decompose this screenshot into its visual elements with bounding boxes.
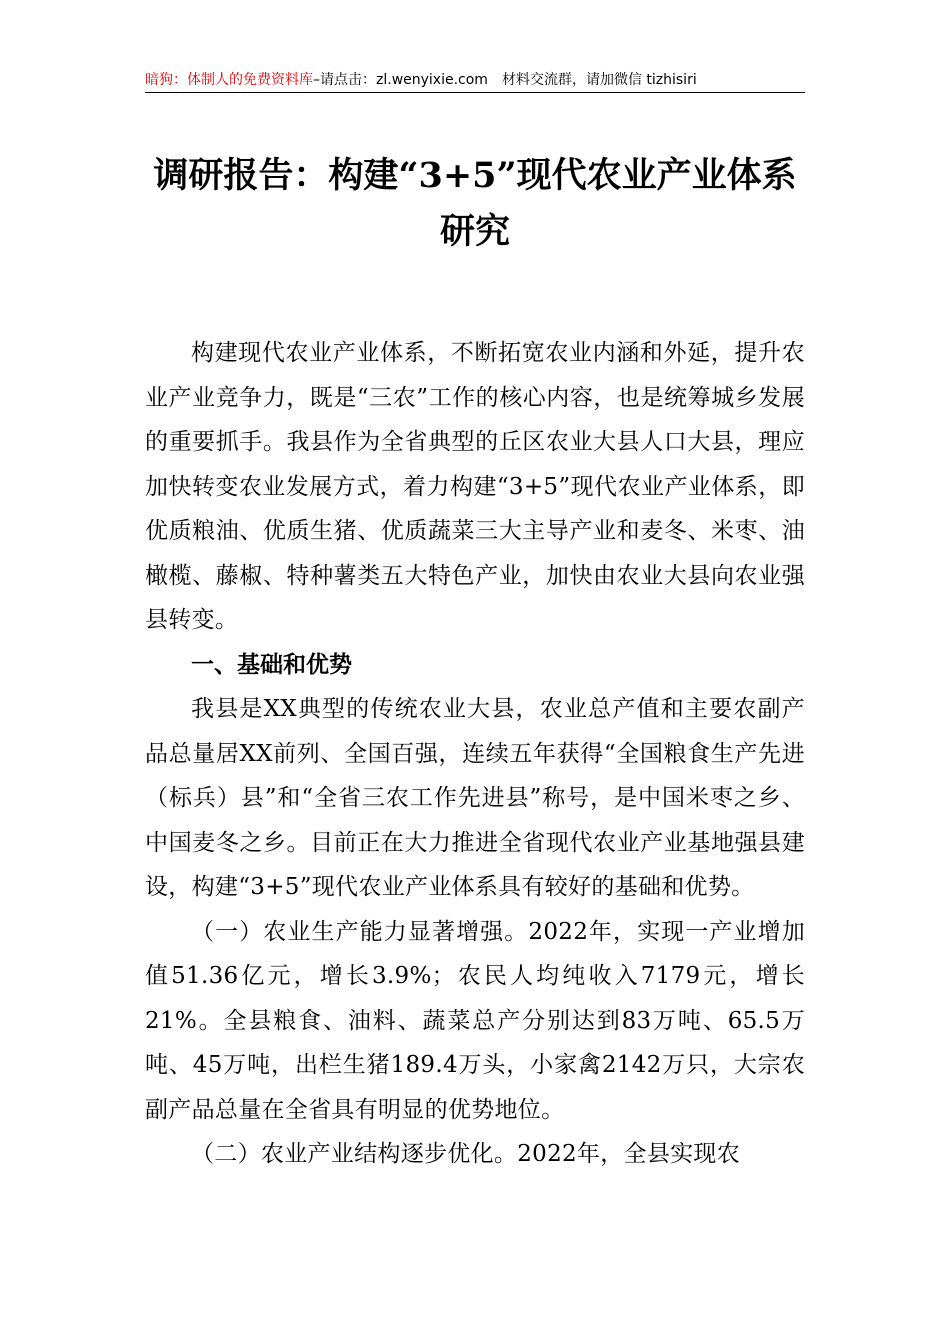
document-title-line2: 研究 bbox=[439, 211, 510, 252]
subsection2-paragraph bbox=[145, 1132, 805, 1177]
section1-heading: 一、基础和优势 bbox=[191, 651, 352, 678]
header-url-link[interactable]: zl.wenyixie.com bbox=[376, 72, 488, 88]
subsection1-label: （一）农业生产能力显著增强。 bbox=[191, 918, 529, 945]
header-source: 暗狗：体制人的免费资料库 bbox=[145, 72, 313, 88]
page-header bbox=[145, 70, 805, 93]
document-body bbox=[145, 331, 805, 1177]
subsection1-paragraph bbox=[145, 910, 805, 1133]
header-click-prefix: –请点击： bbox=[313, 72, 376, 88]
subsection1-text: 2022年，实现一产业增加值51.36亿元，增长3.9%；农民人均纯收入7179元，增长21%。全县粮食、油料、蔬菜总产分别达到83万吨、65.5万吨、45万吨，出栏生猪189.4万头，小家禽2142万只，大宗农副产品总量在全省具有明显的优势地位。 bbox=[145, 918, 806, 1123]
subsection2-text: 2022年，全县实现农 bbox=[517, 1141, 741, 1167]
intro-paragraph: 构建现代农业产业体系，不断拓宽农业内涵和外延，提升农业产业竞争力，既是“三农”工作的核心内容，也是统筹城乡发展的重要抓手。我县作为全省典型的丘区农业大县人口大县，理应加快转变农业发展方式，着力构建“3+5”现代农业产业体系，即优质粮油、优质生猪、优质蔬菜三大主导产业和麦冬、米枣、油橄榄、藤椒、特种薯类五大特色产业，加快由农业大县向农业强县转变。 bbox=[145, 340, 805, 633]
document-title-line1: 调研报告：构建“3+5”现代农业产业体系 bbox=[153, 155, 797, 196]
section1-paragraph: 我县是XX典型的传统农业大县，农业总产值和主要农副产品总量居XX前列、全国百强，连续五年获得“全国粮食生产先进（标兵）县”和“全省三农工作先进县”称号，是中国米枣之乡、中国麦冬之乡。目前正在大力推进全省现代农业产业基地强县建设，构建“3+5”现代农业产业体系具有较好的基础和优势。 bbox=[145, 696, 805, 900]
header-wechat-note: 材料交流群，请加微信 tizhisiri bbox=[501, 72, 697, 88]
subsection2-label: （二）农业产业结构逐步优化。 bbox=[191, 1141, 518, 1167]
